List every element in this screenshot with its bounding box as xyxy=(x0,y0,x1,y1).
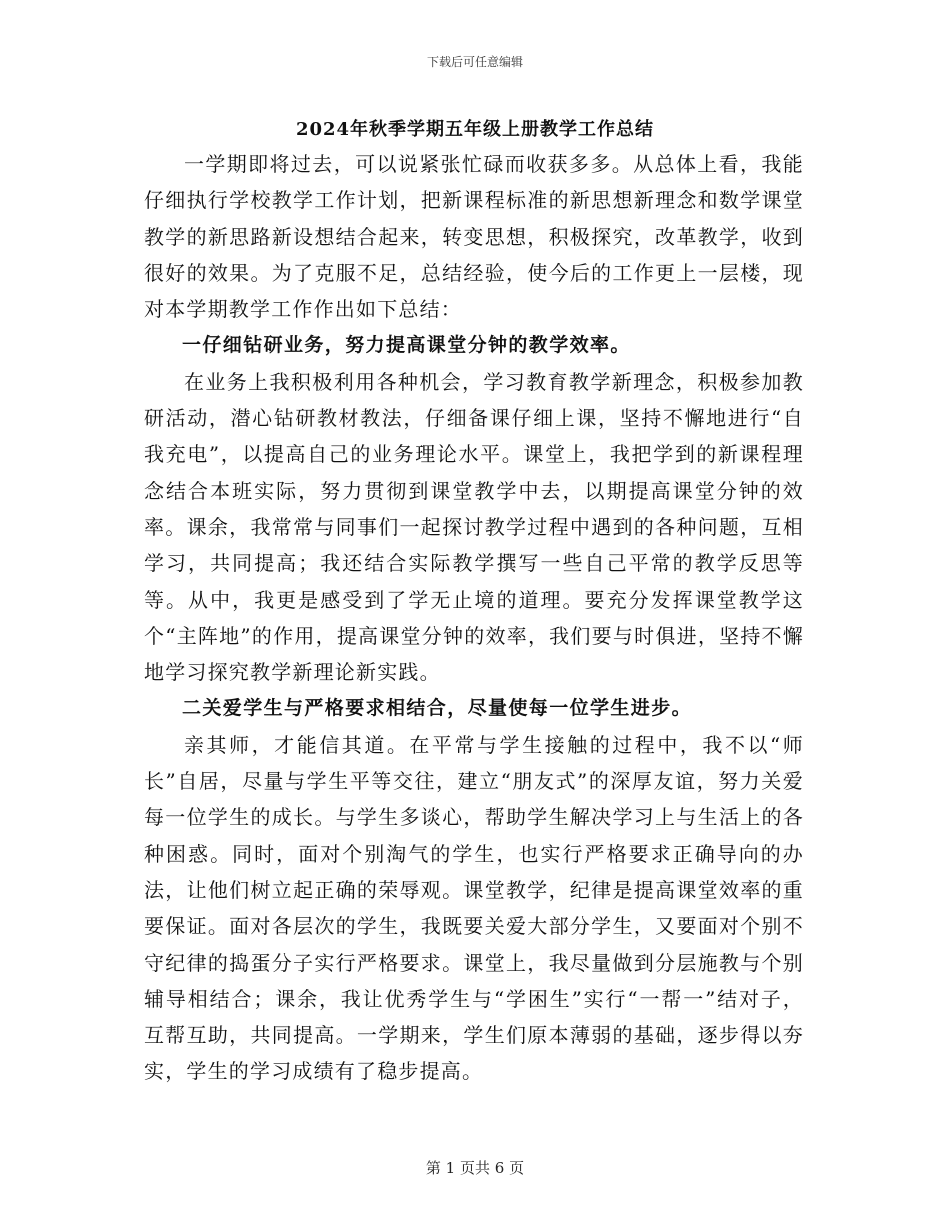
section-1-paragraph: 在业务上我积极利用各种机会，学习教育教学新理念，积极参加教研活动，潜心钻研教材教法，仔细备课仔细上课，坚持不懈地进行“自我充电”，以提高自己的业务理论水平。课堂上，我把学到的新课程理念结合本班实际，努力贯彻到课堂教学中去，以期提高课堂分钟的效率。课余，我常常与同事们一起探讨教学过程中遇到的各种问题，互相学习，共同提高；我还结合实际教学撰写一些自己平常的教学反思等等。从中，我更是感受到了学无止境的道理。要充分发挥课堂教学这个“主阵地”的作用，提高课堂分钟的效率，我们要与时俱进，坚持不懈地学习探究教学新理论新实践。 xyxy=(144,369,804,685)
intro-paragraph: 一学期即将过去，可以说紧张忙碌而收获多多。从总体上看，我能仔细执行学校教学工作计划，把新课程标准的新思想新理念和数学课堂教学的新思路新设想结合起来，转变思想，积极探究，改革教学，收到很好的效果。为了克服不足，总结经验，使今后的工作更上一层楼，现对本学期教学工作作出如下总结： xyxy=(144,152,804,322)
page-number: 第 1 页共 6 页 xyxy=(425,1159,525,1177)
section-heading-2: 二关爱学生与严格要求相结合，尽量使每一位学生进步。 xyxy=(182,697,693,720)
document-body xyxy=(144,146,804,1090)
document-title: 2024年秋季学期五年级上册教学工作总结 xyxy=(295,119,655,140)
section-heading-1: 一仔细钻研业务，努力提高课堂分钟的教学效率。 xyxy=(182,334,631,357)
header-note: 下载后可任意编辑 xyxy=(426,55,523,69)
section-2-paragraph: 亲其师，才能信其道。在平常与学生接触的过程中，我不以“师长”自居，尽量与学生平等交往，建立“朋友式”的深厚友谊，努力关爱每一位学生的成长。与学生多谈心，帮助学生解决学习上与生活上的各种困惑。同时，面对个别淘气的学生，也实行严格要求正确导向的办法，让他们树立起正确的荣辱观。课堂教学，纪律是提高课堂效率的重要保证。面对各层次的学生，我既要关爱大部分学生，又要面对个别不守纪律的捣蛋分子实行严格要求。课堂上，我尽量做到分层施教与个别辅导相结合；课余，我让优秀学生与“学困生”实行“一帮一”结对子，互帮互助，共同提高。一学期来，学生们原本薄弱的基础，逐步得以夯实，学生的学习成绩有了稳步提高。 xyxy=(144,732,804,1084)
